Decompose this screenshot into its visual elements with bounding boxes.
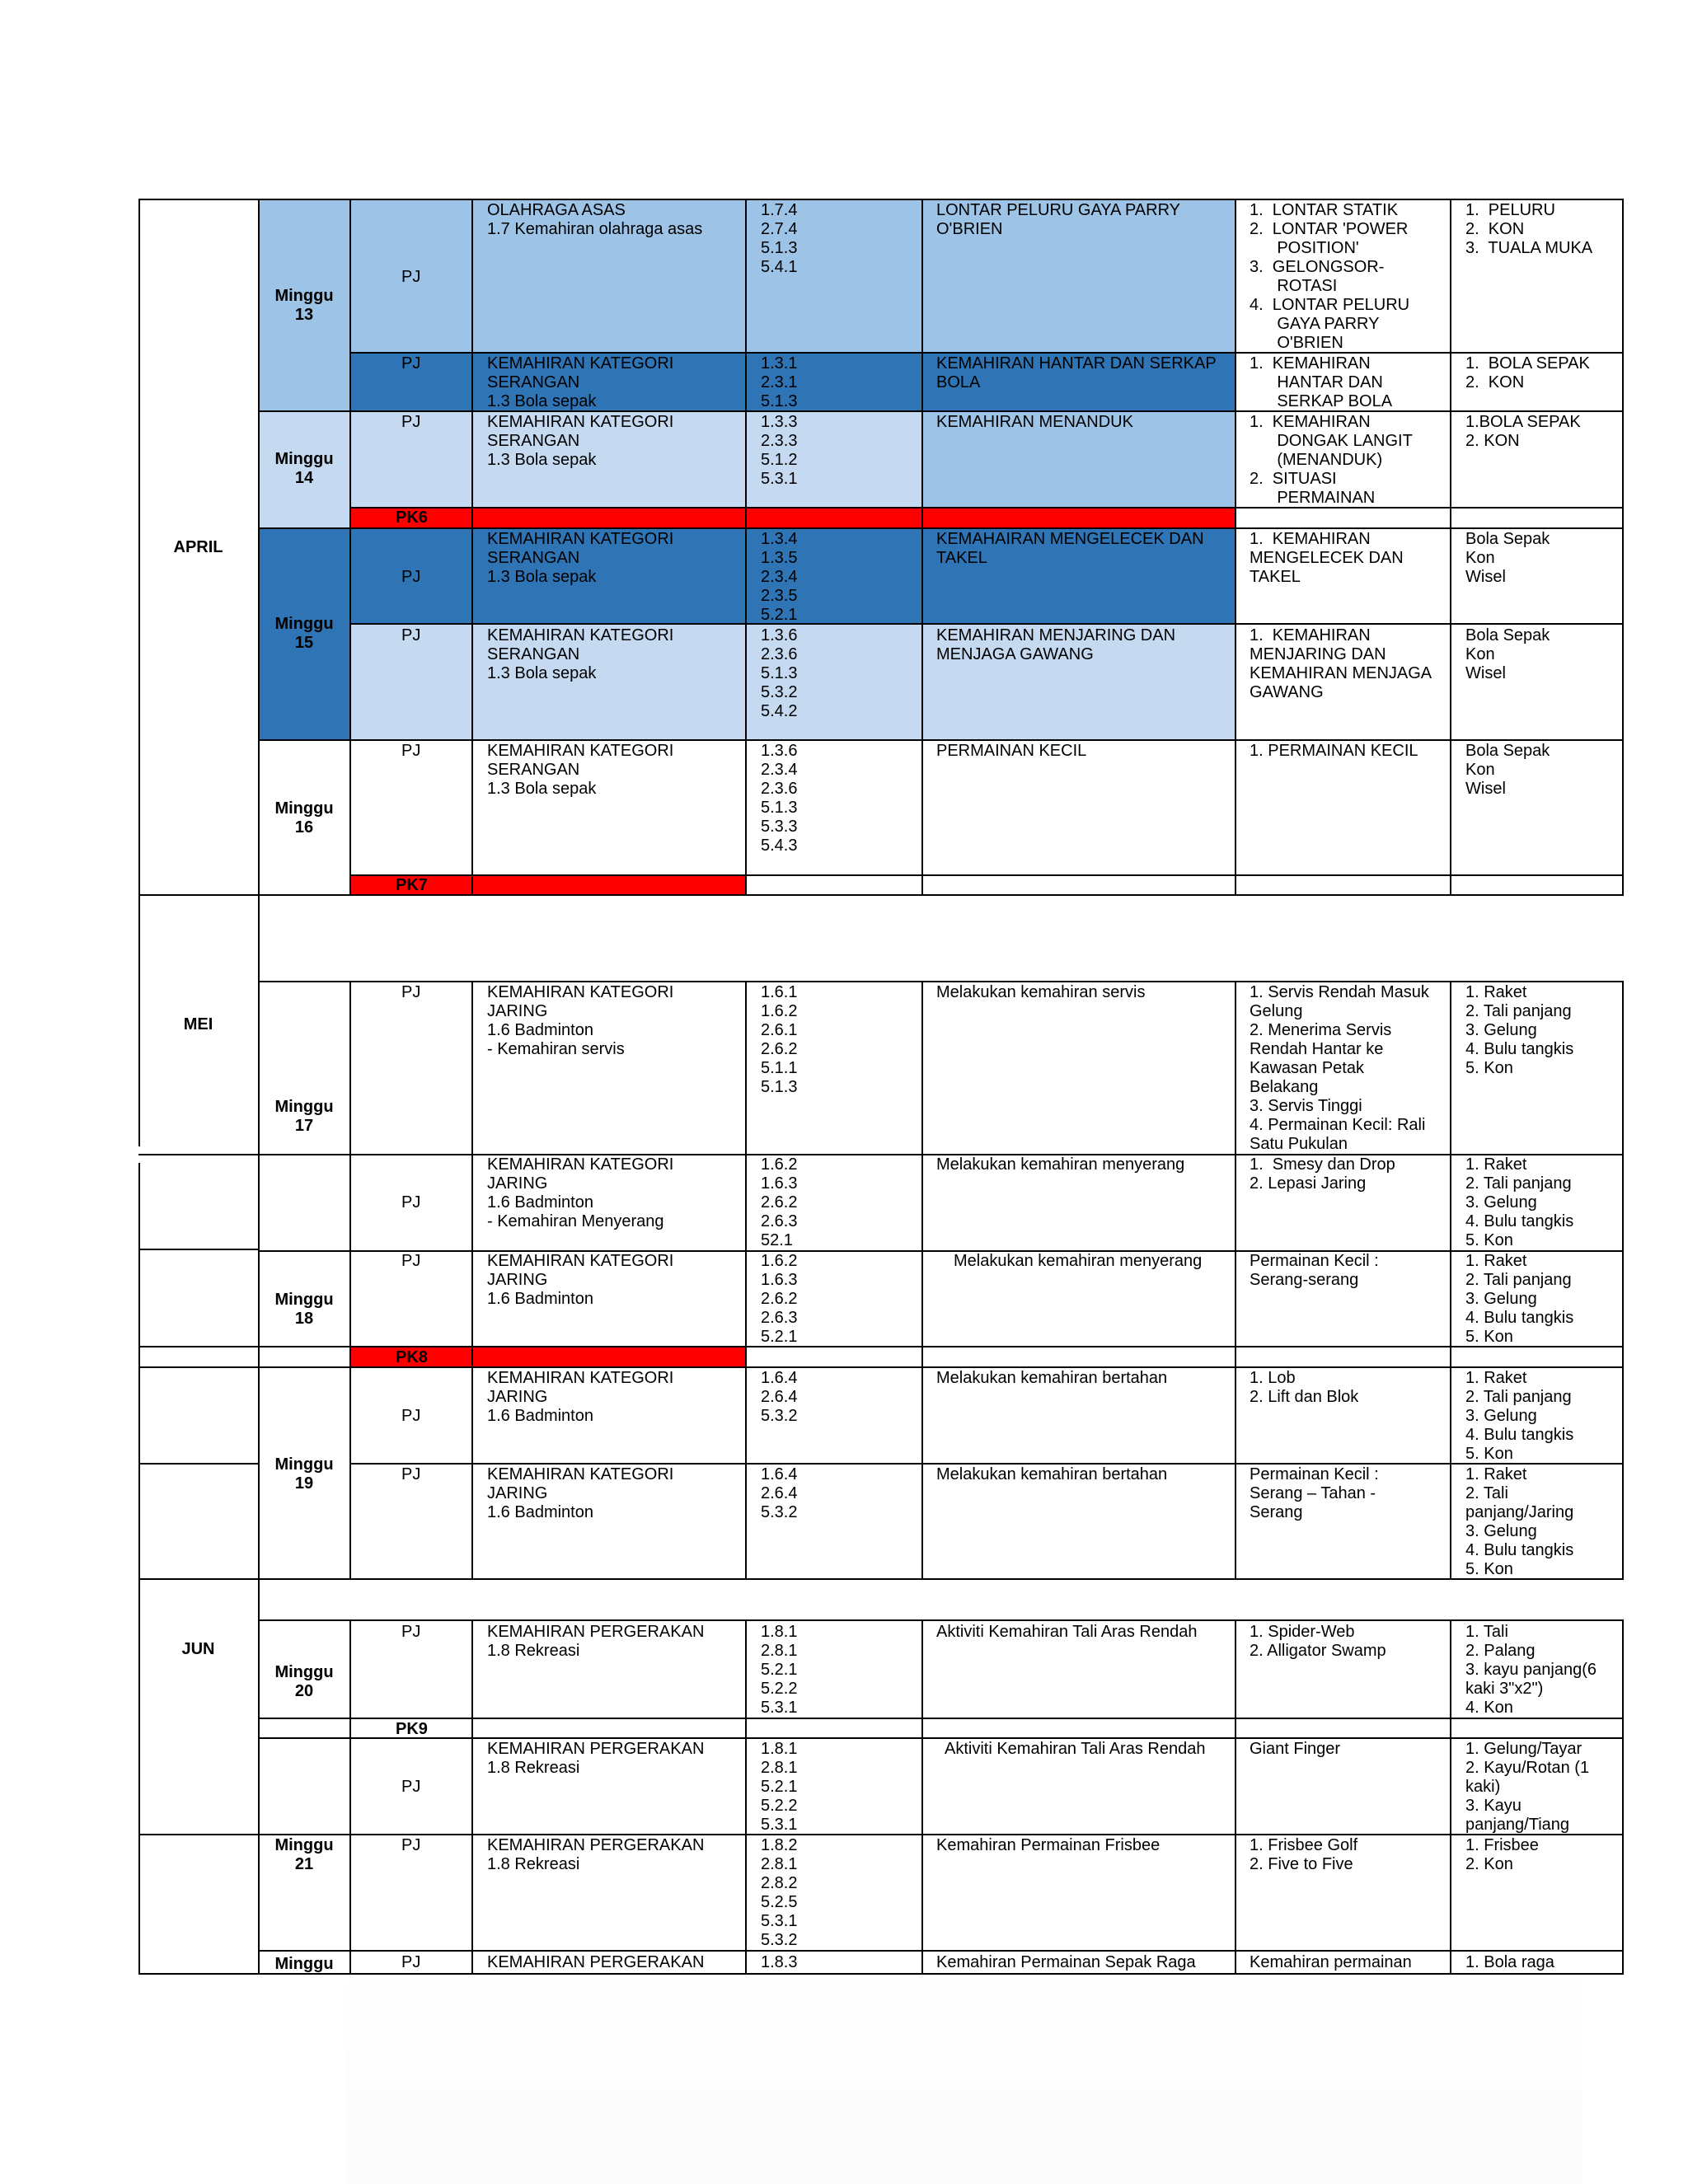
- standard-codes-cell: 1.3.4 1.3.5 2.3.4 2.3.5 5.2.1: [761, 530, 798, 624]
- equipment-cell: Bola Sepak Kon Wisel: [1465, 530, 1550, 586]
- standard-codes-cell: 1.6.1 1.6.2 2.6.1 2.6.2 5.1.1 5.1.3: [761, 983, 798, 1096]
- equipment-cell: 1. Bola raga: [1465, 1953, 1554, 1971]
- subject-cell: PJ: [401, 268, 421, 286]
- equipment-cell: 1.BOLA SEPAK 2. KON: [1465, 413, 1581, 450]
- week-label-15: Minggu 15: [274, 615, 334, 652]
- subject-cell: PJ: [401, 1836, 421, 1854]
- equipment-cell: 1. PELURU 2. KON 3. TUALA MUKA: [1465, 201, 1593, 257]
- standard-codes-cell: 1.6.2 1.6.3 2.6.2 2.6.3 5.2.1: [761, 1252, 798, 1346]
- standard-codes-cell: 1.6.4 2.6.4 5.3.2: [761, 1369, 798, 1425]
- activity-cell: KEMAHIRAN MENJARING DAN MENJAGA GAWANG: [936, 626, 1176, 663]
- standard-codes-cell: 1.7.4 2.7.4 5.1.3 5.4.1: [761, 201, 798, 276]
- steps-cell: 1. Smesy dan Drop 2. Lepasi Jaring: [1250, 1155, 1395, 1193]
- subject-cell: PJ: [401, 1953, 421, 1971]
- steps-cell: 1. Frisbee Golf 2. Five to Five: [1250, 1836, 1358, 1873]
- week-label-14: Minggu 14: [274, 450, 334, 487]
- subject-cell: PJ: [401, 1193, 421, 1212]
- activity-cell: Melakukan kemahiran bertahan: [936, 1465, 1168, 1483]
- subject-cell: PJ: [401, 1465, 421, 1483]
- standard-codes-cell: 1.6.2 1.6.3 2.6.2 2.6.3 52.1: [761, 1155, 798, 1249]
- topic-cell: KEMAHIRAN KATEGORI SERANGAN 1.3 Bola sepak: [487, 354, 674, 410]
- activity-cell: Aktiviti Kemahiran Tali Aras Rendah: [936, 1623, 1198, 1641]
- steps-cell: 1. KEMAHIRAN MENJARING DAN KEMAHIRAN MENJAGA GAWANG: [1250, 626, 1432, 701]
- subject-cell: PJ: [401, 568, 421, 586]
- equipment-cell: 1. Raket 2. Tali panjang 3. Gelung 4. Bulu tangkis 5. Kon: [1465, 1155, 1574, 1249]
- week-label-19: Minggu 19: [274, 1455, 334, 1493]
- steps-cell: 1. KEMAHIRAN DONGAK LANGIT (MENANDUK) 2. SITUASI PERMAINAN: [1250, 413, 1413, 507]
- pk-marker: PK7: [396, 876, 428, 894]
- standard-codes-cell: 1.3.3 2.3.3 5.1.2 5.3.1: [761, 413, 798, 488]
- topic-cell: KEMAHIRAN PERGERAKAN 1.8 Rekreasi: [487, 1623, 705, 1660]
- activity-cell: Kemahiran Permainan Frisbee: [936, 1836, 1160, 1854]
- topic-cell: KEMAHIRAN KATEGORI SERANGAN 1.3 Bola sepak: [487, 626, 674, 682]
- subject-cell: PJ: [401, 626, 421, 644]
- subject-cell: PJ: [401, 983, 421, 1001]
- activity-cell: KEMAHIRAN HANTAR DAN SERKAP BOLA: [936, 354, 1217, 391]
- subject-cell: PJ: [401, 1252, 421, 1270]
- subject-cell: PJ: [401, 1778, 421, 1796]
- topic-cell: KEMAHIRAN KATEGORI JARING 1.6 Badminton: [487, 1465, 674, 1521]
- topic-cell: KEMAHIRAN KATEGORI JARING 1.6 Badminton: [487, 1369, 674, 1425]
- steps-cell: Permainan Kecil : Serang-serang: [1250, 1252, 1379, 1289]
- month-mei: MEI: [183, 1015, 213, 1033]
- standard-codes-cell: 1.8.1 2.8.1 5.2.1 5.2.2 5.3.1: [761, 1740, 798, 1834]
- steps-cell: 1. PERMAINAN KECIL: [1250, 742, 1418, 760]
- standard-codes-cell: 1.3.6 2.3.4 2.3.6 5.1.3 5.3.3 5.4.3: [761, 742, 798, 855]
- week-label-22: Minggu: [274, 1955, 334, 1973]
- steps-cell: 1. KEMAHIRAN HANTAR DAN SERKAP BOLA: [1250, 354, 1393, 410]
- activity-cell: Melakukan kemahiran menyerang: [954, 1252, 1203, 1270]
- standard-codes-cell: 1.8.3: [761, 1953, 798, 1971]
- activity-cell: KEMAHAIRAN MENGELECEK DAN TAKEL: [936, 530, 1204, 567]
- steps-cell: Permainan Kecil : Serang – Tahan - Serang: [1250, 1465, 1379, 1521]
- subject-cell: PJ: [401, 413, 421, 431]
- pk-marker: PK6: [396, 509, 428, 527]
- equipment-cell: 1. Raket 2. Tali panjang/Jaring 3. Gelung 4. Bulu tangkis 5. Kon: [1465, 1465, 1574, 1578]
- steps-cell: Giant Finger: [1250, 1740, 1341, 1758]
- equipment-cell: 1. Frisbee 2. Kon: [1465, 1836, 1539, 1873]
- steps-cell: 1. Lob 2. Lift dan Blok: [1250, 1369, 1359, 1406]
- equipment-cell: 1. Gelung/Tayar 2. Kayu/Rotan (1 kaki) 3. Kayu panjang/Tiang: [1465, 1740, 1590, 1834]
- topic-cell: KEMAHIRAN KATEGORI SERANGAN 1.3 Bola sepak: [487, 413, 674, 469]
- topic-cell: KEMAHIRAN KATEGORI JARING 1.6 Badminton: [487, 1252, 674, 1308]
- topic-cell: KEMAHIRAN PERGERAKAN 1.8 Rekreasi: [487, 1740, 705, 1777]
- topic-cell: KEMAHIRAN PERGERAKAN 1.8 Rekreasi: [487, 1836, 705, 1873]
- equipment-cell: Bola Sepak Kon Wisel: [1465, 626, 1550, 682]
- activity-cell: Melakukan kemahiran menyerang: [936, 1155, 1185, 1174]
- week-label-21: Minggu 21: [274, 1836, 334, 1873]
- steps-cell: 1. LONTAR STATIK 2. LONTAR 'POWER POSITION' 3. GELONGSOR- ROTASI 4. LONTAR PELURU GAYA PARRY O'BRIEN: [1250, 201, 1410, 352]
- activity-cell: Kemahiran Permainan Sepak Raga: [936, 1953, 1196, 1971]
- week-label-16: Minggu 16: [274, 799, 334, 837]
- equipment-cell: Bola Sepak Kon Wisel: [1465, 742, 1550, 798]
- topic-cell: KEMAHIRAN KATEGORI JARING 1.6 Badminton - Kemahiran servis: [487, 983, 674, 1058]
- topic-cell: KEMAHIRAN KATEGORI JARING 1.6 Badminton - Kemahiran Menyerang: [487, 1155, 674, 1230]
- standard-codes-cell: 1.8.2 2.8.1 2.8.2 5.2.5 5.3.1 5.3.2: [761, 1836, 798, 1949]
- subject-cell: PJ: [401, 354, 421, 373]
- month-jun: JUN: [181, 1640, 215, 1658]
- equipment-cell: 1. Raket 2. Tali panjang 3. Gelung 4. Bulu tangkis 5. Kon: [1465, 1252, 1574, 1346]
- pk-marker: PK9: [396, 1720, 428, 1738]
- equipment-cell: 1. Raket 2. Tali panjang 3. Gelung 4. Bulu tangkis 5. Kon: [1465, 983, 1574, 1077]
- standard-codes-cell: 1.8.1 2.8.1 5.2.1 5.2.2 5.3.1: [761, 1623, 798, 1717]
- subject-cell: PJ: [401, 742, 421, 760]
- equipment-cell: 1. BOLA SEPAK 2. KON: [1465, 354, 1590, 391]
- equipment-cell: 1. Raket 2. Tali panjang 3. Gelung 4. Bulu tangkis 5. Kon: [1465, 1369, 1574, 1463]
- pk-marker: PK8: [396, 1348, 428, 1366]
- topic-cell: OLAHRAGA ASAS 1.7 Kemahiran olahraga asas: [487, 201, 703, 238]
- subject-cell: PJ: [401, 1623, 421, 1641]
- steps-cell: 1. Spider-Web 2. Alligator Swamp: [1250, 1623, 1386, 1660]
- topic-cell: KEMAHIRAN KATEGORI SERANGAN 1.3 Bola sepak: [487, 530, 674, 586]
- topic-cell: KEMAHIRAN KATEGORI SERANGAN 1.3 Bola sepak: [487, 742, 674, 798]
- topic-cell: KEMAHIRAN PERGERAKAN: [487, 1953, 705, 1971]
- steps-cell: 1. Servis Rendah Masuk Gelung 2. Menerima Servis Rendah Hantar ke Kawasan Petak Belakang 3. Servis Tinggi 4. Permainan Kecil: Rali Satu Pukulan: [1250, 983, 1429, 1153]
- standard-codes-cell: 1.3.1 2.3.1 5.1.3: [761, 354, 798, 410]
- steps-cell: 1. KEMAHIRAN MENGELECEK DAN TAKEL: [1250, 530, 1404, 586]
- week-label-18: Minggu 18: [274, 1291, 334, 1328]
- standard-codes-cell: 1.3.6 2.3.6 5.1.3 5.3.2 5.4.2: [761, 626, 798, 720]
- equipment-cell: 1. Tali 2. Palang 3. kayu panjang(6 kaki 3"x2") 4. Kon: [1465, 1623, 1597, 1717]
- week-label-17: Minggu 17: [274, 1098, 334, 1135]
- week-label-20: Minggu 20: [274, 1663, 334, 1700]
- activity-cell: Melakukan kemahiran bertahan: [936, 1369, 1168, 1387]
- month-april: APRIL: [173, 538, 223, 556]
- activity-cell: KEMAHIRAN MENANDUK: [936, 413, 1133, 431]
- activity-cell: Melakukan kemahiran servis: [936, 983, 1146, 1001]
- activity-cell: LONTAR PELURU GAYA PARRY O'BRIEN: [936, 201, 1181, 238]
- activity-cell: Aktiviti Kemahiran Tali Aras Rendah: [945, 1740, 1206, 1758]
- steps-cell: Kemahiran permainan: [1250, 1953, 1412, 1971]
- week-label-13: Minggu 13: [274, 287, 334, 324]
- standard-codes-cell: 1.6.4 2.6.4 5.3.2: [761, 1465, 798, 1521]
- activity-cell: PERMAINAN KECIL: [936, 742, 1087, 760]
- subject-cell: PJ: [401, 1407, 421, 1425]
